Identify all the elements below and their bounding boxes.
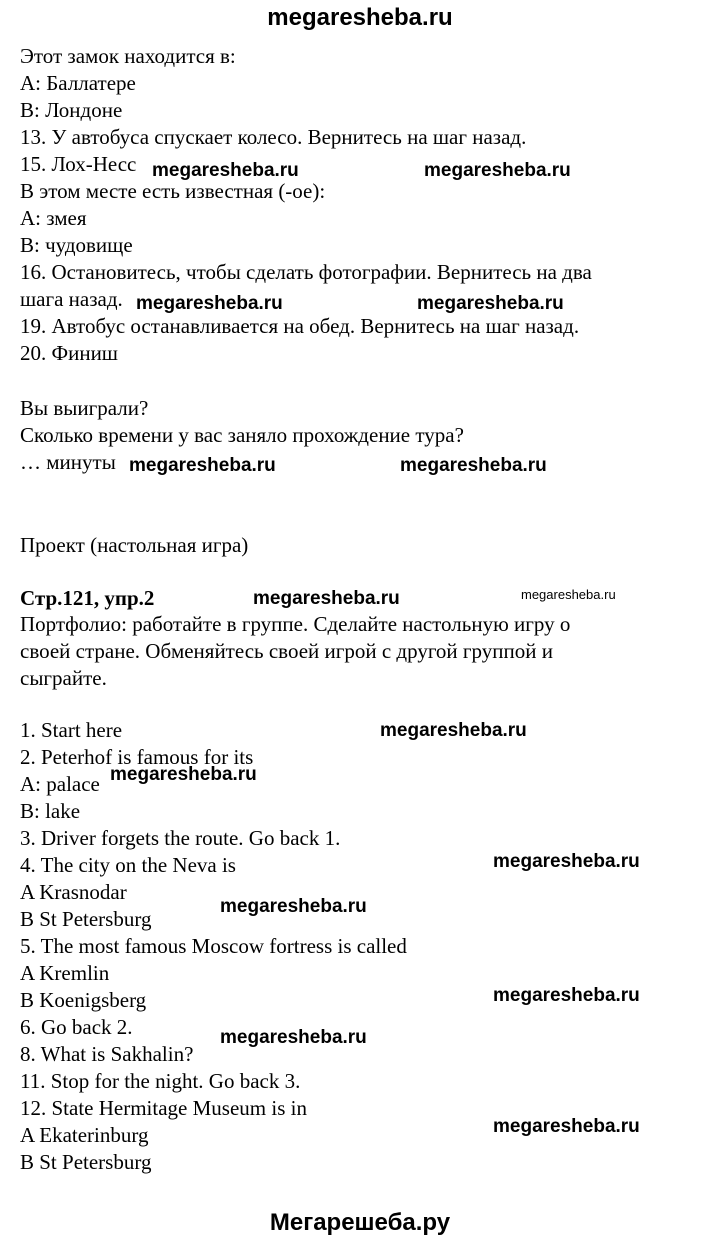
watermark: megaresheba.ru — [152, 160, 299, 181]
text-line: A: змея — [20, 206, 87, 230]
watermark: megaresheba.ru — [417, 293, 564, 314]
minutes-answer: … минуты — [20, 450, 116, 474]
watermark: megaresheba.ru — [110, 764, 257, 785]
text-line: B: чудовище — [20, 233, 133, 257]
question-time: Сколько времени у вас заняло прохождение тура? — [20, 423, 464, 447]
watermark: megaresheba.ru — [380, 720, 527, 741]
site-header: megaresheba.ru — [267, 4, 453, 31]
game-line: A Ekaterinburg — [20, 1123, 149, 1147]
game-line: 3. Driver forgets the route. Go back 1. — [20, 826, 341, 850]
watermark: megaresheba.ru — [253, 588, 400, 609]
game-line: 4. The city on the Neva is — [20, 853, 236, 877]
game-line: B St Petersburg — [20, 907, 152, 931]
game-line: B: lake — [20, 799, 81, 823]
game-line: 5. The most famous Moscow fortress is called — [20, 934, 407, 958]
watermark: megaresheba.ru — [493, 1116, 640, 1137]
text-line: 15. Лох-Несс — [20, 152, 137, 176]
watermark: megaresheba.ru — [220, 1027, 367, 1048]
game-line: A Krasnodar — [20, 880, 127, 904]
watermark: megaresheba.ru — [400, 455, 547, 476]
game-line: A Kremlin — [20, 961, 110, 985]
question-win: Вы выиграли? — [20, 396, 149, 420]
game-line: 1. Start here — [20, 718, 123, 742]
text-line: 19. Автобус останавливается на обед. Вернитесь на шаг назад. — [20, 314, 580, 338]
text-line: B: Лондоне — [20, 98, 123, 122]
game-line: B St Petersburg — [20, 1150, 152, 1174]
game-line: B Koenigsberg — [20, 988, 147, 1012]
watermark: megaresheba.ru — [424, 160, 571, 181]
watermark-small: megaresheba.ru — [521, 587, 616, 602]
text-line: 16. Остановитесь, чтобы сделать фотографии. Вернитесь на два — [20, 260, 592, 284]
watermark: megaresheba.ru — [220, 896, 367, 917]
text-line: 13. У автобуса спускает колесо. Вернитесь на шаг назад. — [20, 125, 527, 149]
game-line: 11. Stop for the night. Go back 3. — [20, 1069, 301, 1093]
project-title: Проект (настольная игра) — [20, 533, 249, 557]
game-line: 2. Peterhof is famous for its — [20, 745, 254, 769]
game-line: 8. What is Sakhalin? — [20, 1042, 194, 1066]
instruction-line: своей стране. Обменяйтесь своей игрой с другой группой и — [20, 639, 553, 663]
watermark: megaresheba.ru — [493, 851, 640, 872]
text-line: В этом месте есть известная (-ое): — [20, 179, 326, 203]
game-line: 12. State Hermitage Museum is in — [20, 1096, 307, 1120]
text-line: A: Баллатере — [20, 71, 136, 95]
watermark: megaresheba.ru — [493, 985, 640, 1006]
exercise-heading: Стр.121, упр.2 — [20, 586, 155, 610]
instruction-line: сыграйте. — [20, 666, 107, 690]
site-footer: Мегарешеба.ру — [269, 1209, 451, 1236]
instruction-line: Портфолио: работайте в группе. Сделайте настольную игру о — [20, 612, 571, 636]
watermark: megaresheba.ru — [136, 293, 283, 314]
game-line: A: palace — [20, 772, 100, 796]
text-line: Этот замок находится в: — [20, 44, 236, 68]
text-line: шага назад. — [20, 287, 123, 311]
text-line: 20. Финиш — [20, 341, 118, 365]
watermark: megaresheba.ru — [129, 455, 276, 476]
game-line: 6. Go back 2. — [20, 1015, 133, 1039]
